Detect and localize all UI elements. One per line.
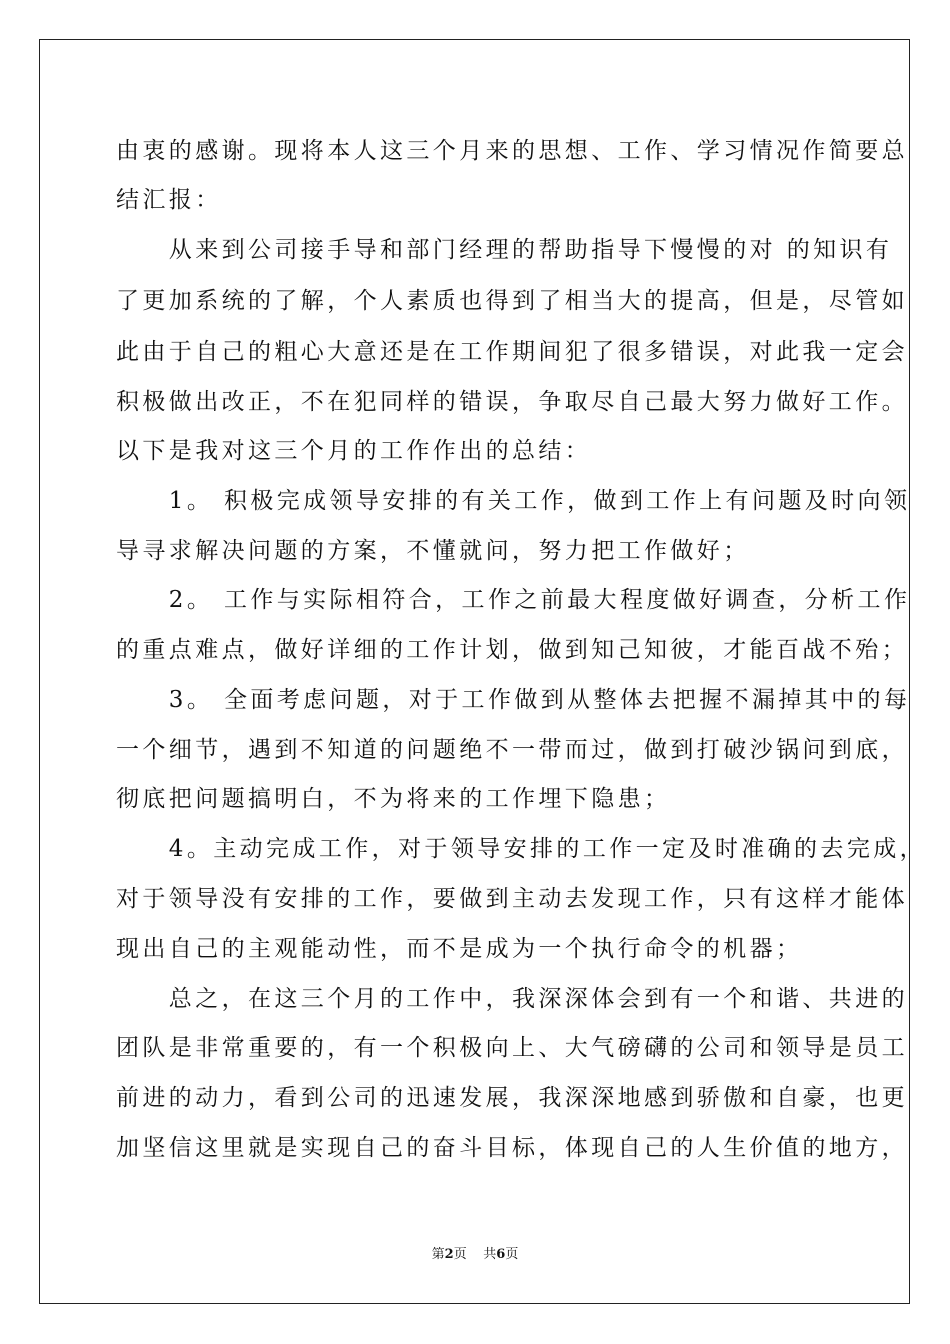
text-line: 加坚信这里就是实现自己的奋斗目标，体现自己的人生价值的地方， bbox=[116, 1135, 908, 1161]
total-pages: 6 bbox=[496, 1247, 506, 1262]
text-line: 的重点难点，做好详细的工作计划，做到知己知彼，才能百战不殆； bbox=[116, 637, 908, 663]
text-line: 从来到公司接手导和部门经理的帮助指导下慢慢的对 的知识有 bbox=[116, 237, 893, 263]
text-line: 4。主动完成工作，对于领导安排的工作一定及时准确的去完成， bbox=[116, 836, 927, 862]
total-suffix: 页 bbox=[505, 1247, 519, 1262]
text-line: 彻底把问题搞明白，不为将来的工作埋下隐患； bbox=[116, 786, 671, 812]
text-line: 了更加系统的了解，个人素质也得到了相当大的提高，但是，尽管如 bbox=[116, 288, 908, 314]
text-line: 积极做出改正，不在犯同样的错误，争取尽自己最大努力做好工作。 bbox=[116, 389, 908, 415]
text-line: 结汇报： bbox=[116, 187, 222, 213]
text-line: 一个细节，遇到不知道的问题绝不一带而过，做到打破沙锅问到底， bbox=[116, 737, 908, 763]
total-prefix: 共 bbox=[483, 1247, 497, 1262]
page-suffix: 页 bbox=[453, 1247, 467, 1262]
text-line: 导寻求解决问题的方案，不懂就问，努力把工作做好； bbox=[116, 538, 750, 564]
text-line: 2。 工作与实际相符合，工作之前最大程度做好调查，分析工作 bbox=[116, 587, 911, 613]
text-line: 对于领导没有安排的工作，要做到主动去发现工作，只有这样才能体 bbox=[116, 886, 908, 912]
page-prefix: 第 bbox=[431, 1247, 445, 1262]
text-line: 3。 全面考虑问题，对于工作做到从整体去把握不漏掉其中的每 bbox=[116, 687, 911, 713]
page-footer bbox=[0, 1243, 950, 1262]
text-line: 团队是非常重要的，有一个积极向上、大气磅礴的公司和领导是员工 bbox=[116, 1035, 908, 1061]
text-line: 现出自己的主观能动性，而不是成为一个执行命令的机器； bbox=[116, 936, 803, 962]
text-line: 此由于自己的粗心大意还是在工作期间犯了很多错误，对此我一定会 bbox=[116, 339, 908, 365]
text-line: 1。 积极完成领导安排的有关工作，做到工作上有问题及时向领 bbox=[116, 488, 911, 514]
text-line: 由衷的感谢。现将本人这三个月来的思想、工作、学习情况作简要总 bbox=[116, 138, 908, 164]
text-line: 前进的动力，看到公司的迅速发展，我深深地感到骄傲和自豪，也更 bbox=[116, 1085, 908, 1111]
text-line: 以下是我对这三个月的工作作出的总结： bbox=[116, 438, 592, 464]
page-number: 2 bbox=[444, 1247, 454, 1262]
page-border bbox=[39, 39, 910, 1304]
text-line: 总之，在这三个月的工作中，我深深体会到有一个和谐、共进的 bbox=[116, 986, 908, 1012]
